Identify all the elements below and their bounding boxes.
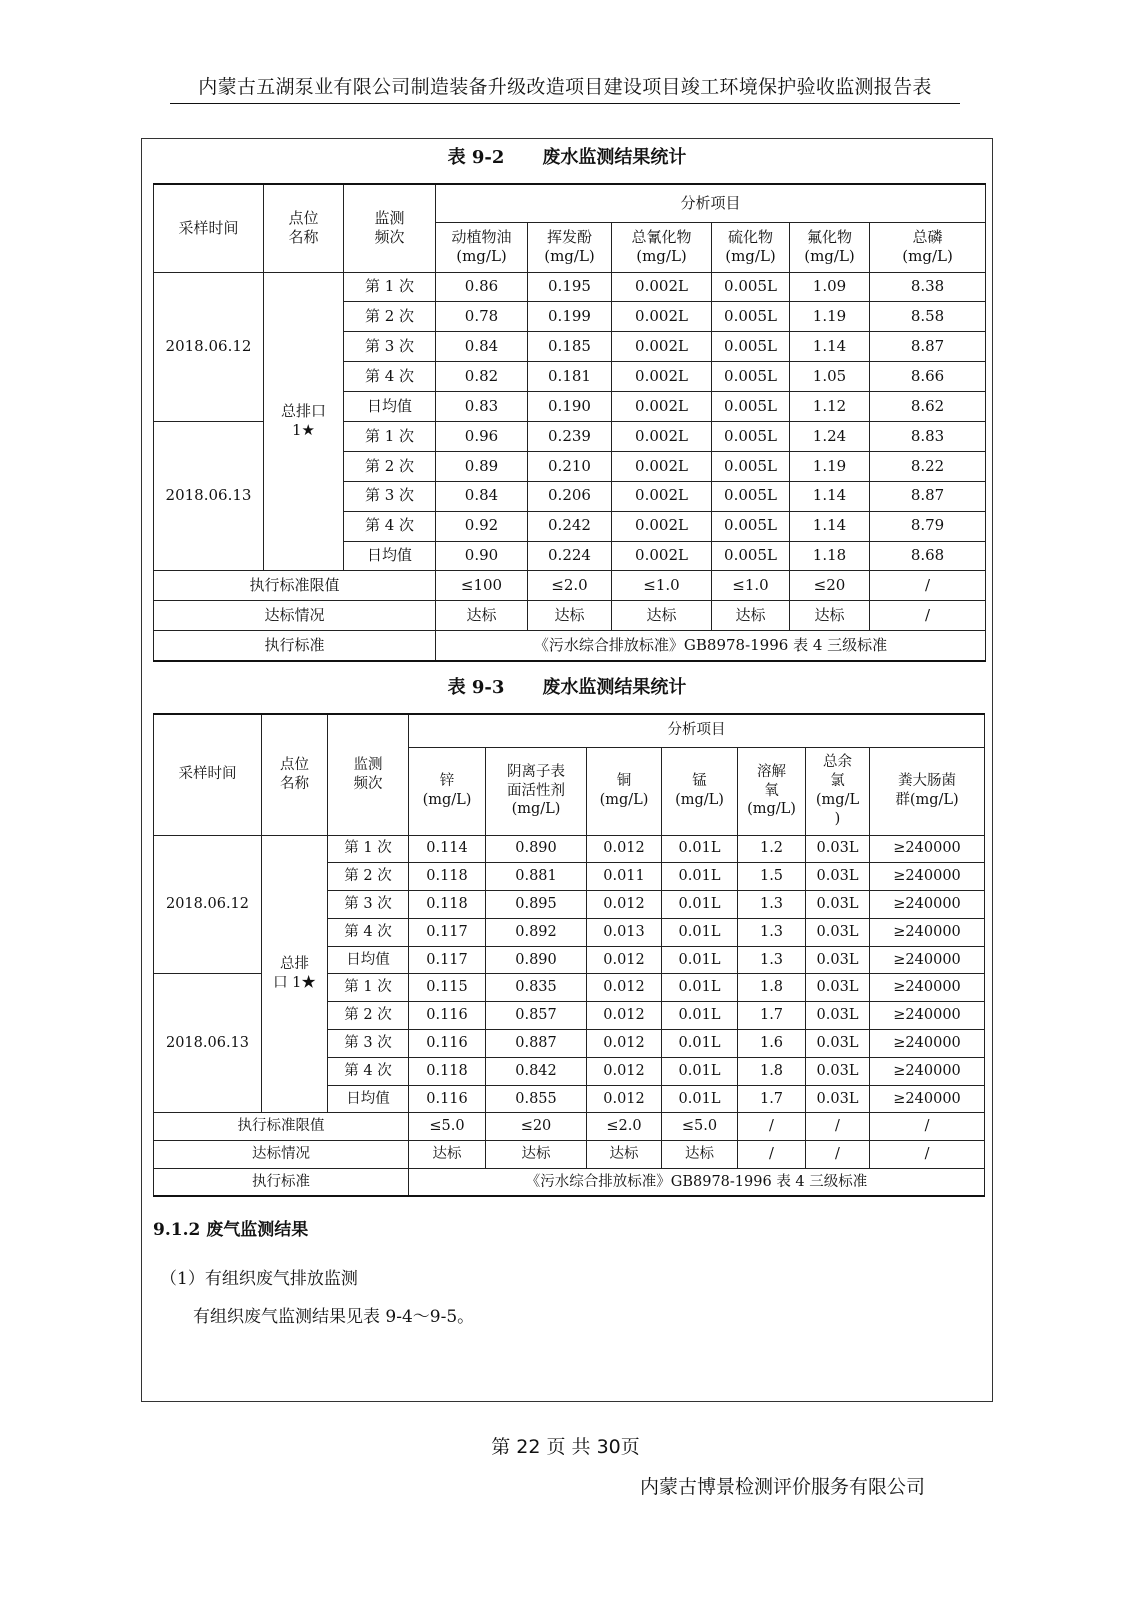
page-number: 第 22 页 共 30页 — [491, 1436, 640, 1458]
value-cell: 0.92 — [436, 511, 528, 541]
value-cell: 0.116 — [409, 1030, 486, 1058]
status-cell: 达标 — [662, 1141, 738, 1169]
value-cell: 8.79 — [870, 511, 986, 541]
body-paragraph: 有组织废气监测结果见表 9-4～9-5。 — [193, 1307, 475, 1327]
sampling-date: 2018.06.13 — [154, 974, 262, 1113]
subsection-title: （1）有组织废气排放监测 — [160, 1269, 358, 1289]
value-cell: 1.7 — [738, 1085, 806, 1113]
limit-cell: / — [738, 1113, 806, 1141]
value-cell: 0.012 — [587, 974, 662, 1002]
value-cell: 0.118 — [409, 863, 486, 891]
value-cell: 0.185 — [528, 332, 612, 362]
header-analysis-items: 分析项目 — [436, 184, 986, 222]
value-cell: 0.005L — [712, 481, 790, 511]
value-cell: 1.14 — [790, 481, 870, 511]
value-cell: 1.6 — [738, 1030, 806, 1058]
value-cell: 1.8 — [738, 974, 806, 1002]
value-cell: 8.38 — [870, 272, 986, 302]
standard-label: 执行标准 — [154, 631, 436, 661]
frequency-cell: 第 3 次 — [344, 481, 436, 511]
header-point-name: 点位 名称 — [262, 714, 328, 835]
value-cell: 0.239 — [528, 421, 612, 451]
value-cell: 0.887 — [486, 1030, 587, 1058]
status-cell: / — [870, 601, 986, 631]
frequency-cell: 第 1 次 — [328, 974, 409, 1002]
value-cell: 1.7 — [738, 1002, 806, 1030]
report-header-title: 内蒙古五湖泵业有限公司制造装备升级改造项目建设项目竣工环境保护验收监测报告表 — [198, 76, 932, 98]
standard-label: 执行标准 — [154, 1169, 409, 1197]
frequency-cell: 第 3 次 — [328, 1030, 409, 1058]
column-header: 锌 (mg/L) — [409, 747, 486, 835]
value-cell: 0.011 — [587, 863, 662, 891]
value-cell: 0.01L — [662, 1030, 738, 1058]
value-cell: 0.005L — [712, 421, 790, 451]
value-cell: 0.012 — [587, 1057, 662, 1085]
value-cell: 0.002L — [612, 332, 712, 362]
value-cell: 0.005L — [712, 362, 790, 392]
value-cell: 0.03L — [806, 863, 870, 891]
value-cell: 0.005L — [712, 451, 790, 481]
column-header: 总余 氯 (mg/L ) — [806, 747, 870, 835]
value-cell: 0.842 — [486, 1057, 587, 1085]
column-header: 总氰化物 (mg/L) — [612, 222, 712, 272]
limit-cell: ≤2.0 — [587, 1113, 662, 1141]
value-cell: 0.03L — [806, 946, 870, 974]
value-cell: 0.892 — [486, 918, 587, 946]
value-cell: 0.03L — [806, 1057, 870, 1085]
value-cell: 0.96 — [436, 421, 528, 451]
value-cell: 8.22 — [870, 451, 986, 481]
value-cell: ≥240000 — [870, 891, 985, 919]
value-cell: 0.005L — [712, 511, 790, 541]
frequency-cell: 第 2 次 — [344, 302, 436, 332]
value-cell: ≥240000 — [870, 863, 985, 891]
status-cell: 达标 — [790, 601, 870, 631]
frequency-cell: 第 3 次 — [344, 332, 436, 362]
frequency-cell: 第 1 次 — [328, 835, 409, 863]
value-cell: 0.03L — [806, 1002, 870, 1030]
value-cell: 0.03L — [806, 1085, 870, 1113]
value-cell: 1.3 — [738, 918, 806, 946]
frequency-cell: 第 4 次 — [344, 511, 436, 541]
value-cell: 0.210 — [528, 451, 612, 481]
value-cell: 1.3 — [738, 946, 806, 974]
value-cell: 0.84 — [436, 332, 528, 362]
value-cell: 0.117 — [409, 918, 486, 946]
limit-cell: / — [870, 571, 986, 601]
status-cell: 达标 — [612, 601, 712, 631]
value-cell: ≥240000 — [870, 835, 985, 863]
value-cell: 0.005L — [712, 392, 790, 422]
value-cell: 0.114 — [409, 835, 486, 863]
value-cell: 8.66 — [870, 362, 986, 392]
value-cell: 1.19 — [790, 302, 870, 332]
value-cell: 1.5 — [738, 863, 806, 891]
limit-cell: ≤1.0 — [712, 571, 790, 601]
value-cell: 0.01L — [662, 835, 738, 863]
status-cell: 达标 — [486, 1141, 587, 1169]
value-cell: 0.83 — [436, 392, 528, 422]
frequency-cell: 日均值 — [328, 1085, 409, 1113]
value-cell: 0.115 — [409, 974, 486, 1002]
status-cell: / — [738, 1141, 806, 1169]
value-cell: 0.855 — [486, 1085, 587, 1113]
value-cell: ≥240000 — [870, 946, 985, 974]
value-cell: 1.8 — [738, 1057, 806, 1085]
value-cell: 8.62 — [870, 392, 986, 422]
value-cell: 1.14 — [790, 511, 870, 541]
header-frequency: 监测 频次 — [344, 184, 436, 272]
table2-caption-text: 废水监测结果统计 — [542, 677, 687, 698]
section-heading: 9.1.2 废气监测结果 — [153, 1220, 309, 1240]
status-cell: / — [806, 1141, 870, 1169]
value-cell: 0.116 — [409, 1085, 486, 1113]
frequency-cell: 第 1 次 — [344, 421, 436, 451]
value-cell: 0.013 — [587, 918, 662, 946]
frequency-cell: 日均值 — [344, 541, 436, 571]
company-name: 内蒙古博景检测评价服务有限公司 — [640, 1476, 926, 1498]
value-cell: 0.03L — [806, 891, 870, 919]
value-cell: 0.195 — [528, 272, 612, 302]
value-cell: 0.01L — [662, 863, 738, 891]
value-cell: 0.118 — [409, 891, 486, 919]
value-cell: 8.58 — [870, 302, 986, 332]
value-cell: 8.87 — [870, 481, 986, 511]
header-point-name: 点位 名称 — [264, 184, 344, 272]
column-header: 氟化物 (mg/L) — [790, 222, 870, 272]
column-header: 总磷 (mg/L) — [870, 222, 986, 272]
limit-cell: / — [806, 1113, 870, 1141]
limit-cell: ≤20 — [790, 571, 870, 601]
header-analysis-items: 分析项目 — [409, 714, 985, 747]
table1-caption-text: 废水监测结果统计 — [542, 147, 687, 168]
table-row — [154, 272, 986, 302]
value-cell: 1.14 — [790, 332, 870, 362]
value-cell: 0.002L — [612, 272, 712, 302]
frequency-cell: 第 2 次 — [328, 863, 409, 891]
table1-caption-number: 表 9-2 — [447, 147, 505, 168]
standard-cell: 《污水综合排放标准》GB8978-1996 表 4 三级标准 — [436, 631, 986, 661]
value-cell: 0.005L — [712, 332, 790, 362]
frequency-cell: 第 4 次 — [328, 1057, 409, 1085]
value-cell: 0.005L — [712, 272, 790, 302]
value-cell: 0.005L — [712, 541, 790, 571]
header-sampling-time: 采样时间 — [154, 714, 262, 835]
sampling-date: 2018.06.12 — [154, 835, 262, 974]
value-cell: 0.01L — [662, 1002, 738, 1030]
value-cell: 0.890 — [486, 835, 587, 863]
point-name: 总排 口 1★ — [262, 835, 328, 1113]
frequency-cell: 第 2 次 — [344, 451, 436, 481]
value-cell: 0.01L — [662, 974, 738, 1002]
value-cell: 8.87 — [870, 332, 986, 362]
value-cell: 0.199 — [528, 302, 612, 332]
column-header: 溶解 氧 (mg/L) — [738, 747, 806, 835]
value-cell: 0.881 — [486, 863, 587, 891]
value-cell: 0.242 — [528, 511, 612, 541]
limit-label: 执行标准限值 — [154, 1113, 409, 1141]
status-cell: / — [870, 1141, 985, 1169]
table1-caption — [141, 143, 993, 169]
value-cell: 0.84 — [436, 481, 528, 511]
sampling-date: 2018.06.12 — [154, 272, 264, 421]
value-cell: 0.01L — [662, 946, 738, 974]
value-cell: 0.012 — [587, 946, 662, 974]
value-cell: 0.03L — [806, 1030, 870, 1058]
value-cell: 0.895 — [486, 891, 587, 919]
frequency-cell: 第 1 次 — [344, 272, 436, 302]
value-cell: 0.835 — [486, 974, 587, 1002]
limit-label: 执行标准限值 — [154, 571, 436, 601]
value-cell: 1.09 — [790, 272, 870, 302]
status-cell: 达标 — [409, 1141, 486, 1169]
limit-cell: / — [870, 1113, 985, 1141]
table-row — [154, 835, 985, 863]
value-cell: 1.3 — [738, 891, 806, 919]
header-sampling-time: 采样时间 — [154, 184, 264, 272]
value-cell: 0.206 — [528, 481, 612, 511]
value-cell: 0.890 — [486, 946, 587, 974]
value-cell: 0.89 — [436, 451, 528, 481]
value-cell: 1.24 — [790, 421, 870, 451]
value-cell: 1.19 — [790, 451, 870, 481]
value-cell: ≥240000 — [870, 918, 985, 946]
value-cell: 0.118 — [409, 1057, 486, 1085]
value-cell: 0.002L — [612, 451, 712, 481]
value-cell: ≥240000 — [870, 1085, 985, 1113]
header-frequency: 监测 频次 — [328, 714, 409, 835]
value-cell: 0.002L — [612, 302, 712, 332]
value-cell: 0.01L — [662, 1057, 738, 1085]
value-cell: 1.18 — [790, 541, 870, 571]
status-label: 达标情况 — [154, 1141, 409, 1169]
value-cell: 1.12 — [790, 392, 870, 422]
value-cell: ≥240000 — [870, 1030, 985, 1058]
column-header: 硫化物 (mg/L) — [712, 222, 790, 272]
value-cell: 0.01L — [662, 1085, 738, 1113]
column-header: 锰 (mg/L) — [662, 747, 738, 835]
point-name: 总排口 1★ — [264, 272, 344, 571]
frequency-cell: 日均值 — [344, 392, 436, 422]
value-cell: 0.190 — [528, 392, 612, 422]
limit-cell: ≤2.0 — [528, 571, 612, 601]
limit-cell: ≤100 — [436, 571, 528, 601]
column-header: 铜 (mg/L) — [587, 747, 662, 835]
sampling-date: 2018.06.13 — [154, 421, 264, 570]
value-cell: 0.012 — [587, 1030, 662, 1058]
value-cell: ≥240000 — [870, 974, 985, 1002]
value-cell: 0.012 — [587, 891, 662, 919]
value-cell: 0.01L — [662, 918, 738, 946]
standard-cell: 《污水综合排放标准》GB8978-1996 表 4 三级标准 — [409, 1169, 985, 1197]
column-header: 挥发酚 (mg/L) — [528, 222, 612, 272]
status-cell: 达标 — [436, 601, 528, 631]
value-cell: 0.116 — [409, 1002, 486, 1030]
value-cell: 0.002L — [612, 541, 712, 571]
value-cell: 8.83 — [870, 421, 986, 451]
frequency-cell: 日均值 — [328, 946, 409, 974]
limit-cell: ≤20 — [486, 1113, 587, 1141]
value-cell: 0.90 — [436, 541, 528, 571]
wastewater-table-9-2 — [153, 183, 986, 662]
limit-cell: ≤5.0 — [409, 1113, 486, 1141]
frequency-cell: 第 2 次 — [328, 1002, 409, 1030]
column-header: 粪大肠菌 群(mg/L) — [870, 747, 985, 835]
column-header: 阴离子表 面活性剂 (mg/L) — [486, 747, 587, 835]
value-cell: ≥240000 — [870, 1002, 985, 1030]
value-cell: 0.002L — [612, 421, 712, 451]
value-cell: 0.01L — [662, 891, 738, 919]
limit-cell: ≤5.0 — [662, 1113, 738, 1141]
frequency-cell: 第 3 次 — [328, 891, 409, 919]
value-cell: 0.117 — [409, 946, 486, 974]
value-cell: 0.857 — [486, 1002, 587, 1030]
value-cell: 1.2 — [738, 835, 806, 863]
frequency-cell: 第 4 次 — [344, 362, 436, 392]
column-header: 动植物油 (mg/L) — [436, 222, 528, 272]
value-cell: 0.03L — [806, 835, 870, 863]
status-label: 达标情况 — [154, 601, 436, 631]
value-cell: 0.78 — [436, 302, 528, 332]
value-cell: 1.05 — [790, 362, 870, 392]
value-cell: 8.68 — [870, 541, 986, 571]
value-cell: 0.012 — [587, 1002, 662, 1030]
value-cell: 0.03L — [806, 918, 870, 946]
value-cell: 0.82 — [436, 362, 528, 392]
limit-cell: ≤1.0 — [612, 571, 712, 601]
value-cell: 0.002L — [612, 511, 712, 541]
header-divider — [170, 103, 960, 104]
table2-caption — [141, 673, 993, 699]
status-cell: 达标 — [587, 1141, 662, 1169]
status-cell: 达标 — [712, 601, 790, 631]
value-cell: 0.002L — [612, 481, 712, 511]
table2-caption-number: 表 9-3 — [447, 677, 505, 698]
value-cell: 0.86 — [436, 272, 528, 302]
status-cell: 达标 — [528, 601, 612, 631]
frequency-cell: 第 4 次 — [328, 918, 409, 946]
value-cell: 0.224 — [528, 541, 612, 571]
value-cell: 0.002L — [612, 392, 712, 422]
value-cell: 0.012 — [587, 1085, 662, 1113]
wastewater-table-9-3 — [153, 713, 985, 1197]
value-cell: 0.002L — [612, 362, 712, 392]
value-cell: 0.012 — [587, 835, 662, 863]
value-cell: ≥240000 — [870, 1057, 985, 1085]
value-cell: 0.181 — [528, 362, 612, 392]
value-cell: 0.005L — [712, 302, 790, 332]
value-cell: 0.03L — [806, 974, 870, 1002]
